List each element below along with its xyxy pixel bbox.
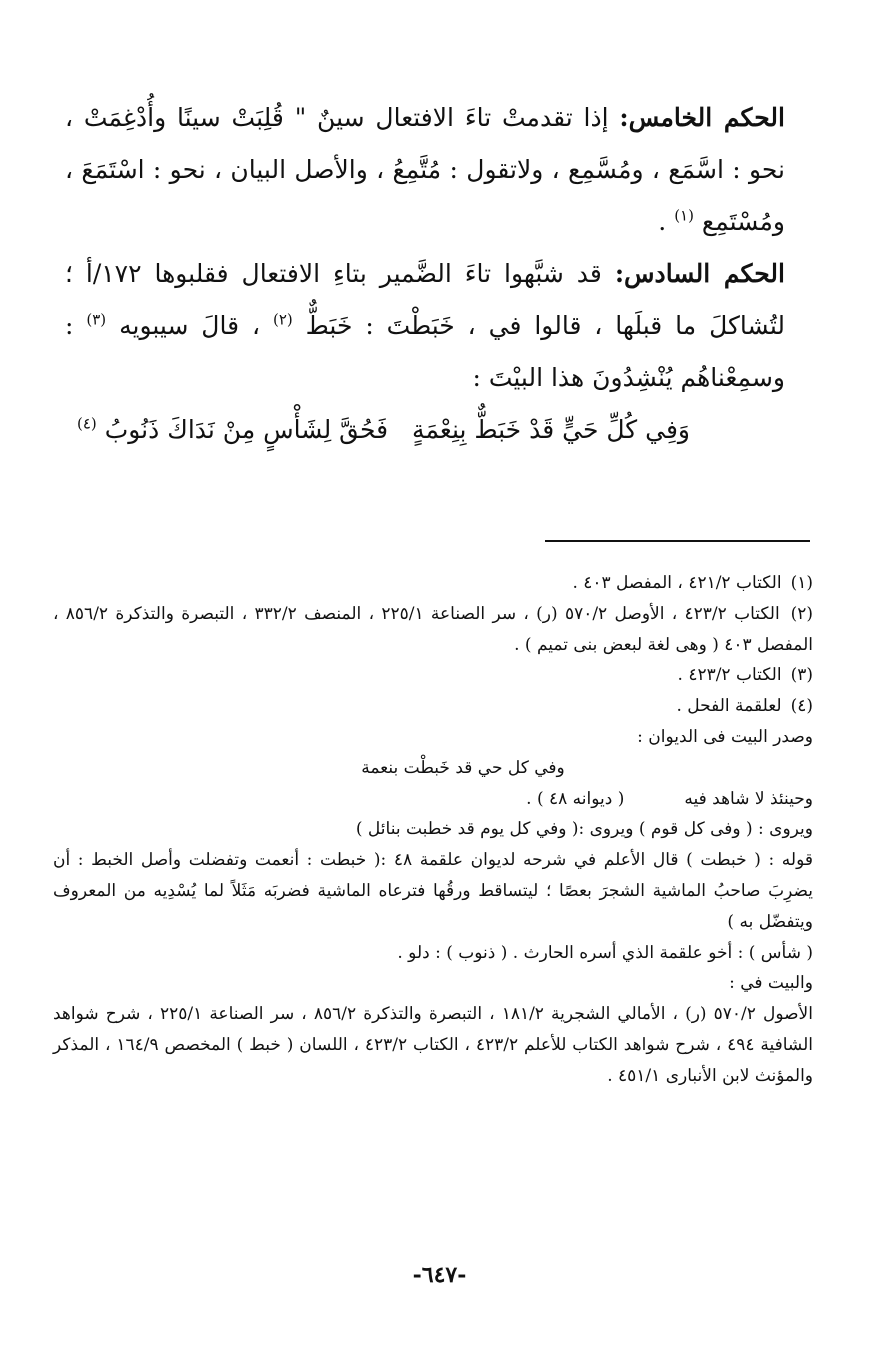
paragraph-rule-five — [65, 92, 785, 248]
footnote-2 — [53, 599, 813, 661]
rule-five-end: . — [658, 207, 667, 236]
footnote-ref-2: (٢) — [272, 310, 293, 329]
rule-six-text-b: ، قالَ سيبويه — [119, 311, 261, 340]
footnote-4-line-diwan: وصدر البيت فى الديوان : — [637, 726, 813, 747]
footnote-4 — [53, 691, 813, 722]
footnote-2-text: الكتاب ٤٢٣/٢ ، الأوصل ٥٧٠/٢ (ر) ، سر الصناعة ٢٢٥/١ ، المنصف ٣٣٢/٢ ، التبصرة والتذكرة ٨٥٦/٢ ، المفصل ٤٠٣ ( وهى لغة لبعض بنى تميم ) . — [53, 603, 813, 655]
footnote-3-text: الكتاب ٤٢٣/٢ . — [677, 665, 782, 686]
verse-first-hemistich: وَفِي كُلِّ حَيٍّ قَدْ خَبَطٌّ بِنِعْمَةٍ — [412, 415, 690, 444]
footnote-divider — [545, 540, 810, 542]
poem-verse — [65, 404, 785, 456]
footnote-4-sources-label: والبيت في : — [729, 973, 813, 994]
verse-second-hemistich-wrap — [77, 404, 388, 456]
footnote-ref-3: (٣) — [86, 310, 107, 329]
footnote-3-number: (٣) — [790, 665, 813, 686]
footnote-4-text: لعلقمة الفحل . — [676, 696, 782, 717]
main-text — [65, 92, 785, 456]
footnote-4-sources: الأصول ٥٧٠/٢ (ر) ، الأمالي الشجرية ١٨١/٢ ، التبصرة والتذكرة ٨٥٦/٢ ، سر الصناعة ٢٢٥/١ ، شرح شواهد الشافية ٤٩٤ ، شرح شواهد الكتاب للأعلم ٤٢٣/٢ ، الكتاب ٤٢٣/٢ ، اللسان ( خبط ) المخصص ١٦٤/٩ ، المذكر والمؤنث لابن الأنبارى ٤٥١/١ . — [53, 1004, 813, 1086]
rule-six-text-a: قد شبَّهوا تاءَ الضَّمير بتاءِ الافتعال فقلبوها ١٧٢/أ ؛ لتُشاكلَ ما قبلَها ، قالوا في ، خَبَطْتَ : خَبَطٌّ — [65, 259, 785, 340]
footnote-ref-1: (١) — [674, 206, 694, 225]
footnote-2-number: (٢) — [790, 603, 814, 624]
footnote-1-number: (١) — [790, 573, 813, 593]
paragraph-rule-six — [65, 248, 785, 404]
footnote-ref-4: (٤) — [77, 414, 97, 433]
footnote-4-hemistich: وفي كل حي قد خَبطْت بنعمة — [361, 757, 565, 778]
footnote-4-glossary: ( شأس ) : أخو علقمة الذي أسره الحارث . ( ذنوب ) : دلو . — [397, 942, 813, 963]
footnote-4-commentary: قوله : ( خبطت ) قال الأعلم في شرحه لديوان علقمة ٤٨ :( خبطت : أنعمت وتفضلت وأصل الخبط : أن يضرِبَ صاحبُ الماشية الشجرَ بعصًا ؛ ليتساقط ورقُها فترعاه الماشية فضربَه مَثَلاً لما يُسْدِيه من المعروف ويتفضّل به ) — [53, 850, 813, 932]
rule-five-label: الحكم الخامس: — [619, 103, 785, 132]
footnote-1 — [53, 568, 813, 599]
page-number: -٦٤٧- — [412, 1262, 467, 1288]
footnote-4-no-witness-text: وحينئذ لا شاهد فيه — [684, 788, 813, 809]
rule-five-text: إذا تقدمتْ تاءَ الافتعال سينٌ " قُلِبَتْ سينًا وأُدْغِمَتْ ، نحو : اسَّمَع ، ومُسَّمِع ، ولاتقول : مُتَّمِعُ ، والأصل البيان ، نحو : اسْتَمَعَ ، ومُسْتَمِع — [65, 103, 785, 236]
footnote-4-variants: ويروى : ( وفى كل قوم ) ويروى :( وفي كل يوم قد خطبت بنائل ) — [355, 819, 813, 840]
footnotes — [53, 568, 813, 1092]
rule-six-text-c: : وسمِعْناهُم يُنْشِدُونَ هذا البيْتَ : — [65, 311, 785, 392]
footnote-3 — [53, 660, 813, 691]
footnote-4-diwan-ref: ( ديوانه ٤٨ ) . — [526, 788, 625, 809]
rule-six-label: الحكم السادس: — [614, 259, 785, 288]
footnote-4-number: (٤) — [790, 696, 813, 717]
footnote-4-no-witness — [53, 784, 813, 815]
verse-second-hemistich: فَحُقَّ لِشَأْسٍ مِنْ نَدَاكَ ذَنُوبُ — [104, 415, 389, 444]
footnote-1-text: الكتاب ٤٢١/٢ ، المفصل ٤٠٣ . — [572, 573, 782, 593]
